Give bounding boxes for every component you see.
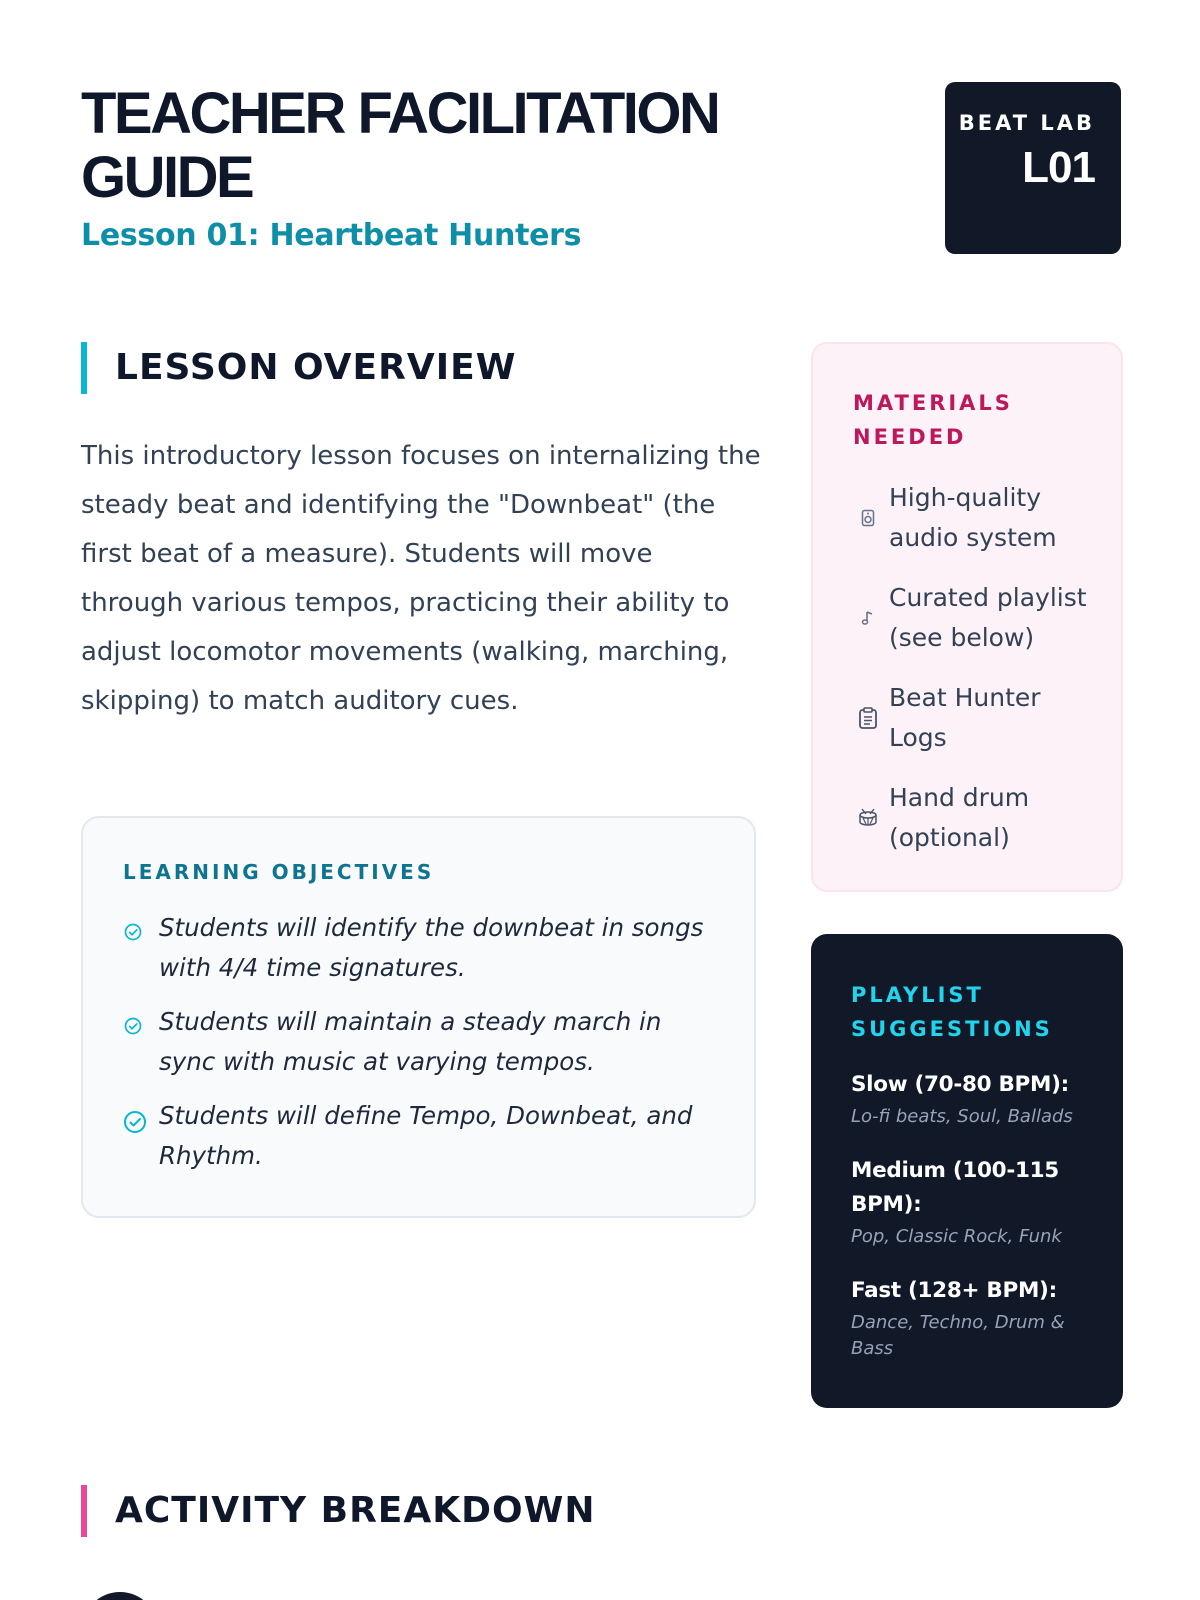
playlist-item xyxy=(851,1068,1103,1130)
check-circle-icon xyxy=(123,922,147,946)
objectives-heading: LEARNING OBJECTIVES xyxy=(123,860,435,884)
material-label: Hand drum (optional) xyxy=(889,783,1030,852)
playlist-card xyxy=(811,934,1123,1408)
playlist-item xyxy=(851,1154,1103,1250)
material-item xyxy=(853,678,1101,758)
objective-text: Students will define Tempo, Downbeat, and Rhythm. xyxy=(159,1101,693,1170)
material-label: High-quality audio system xyxy=(889,483,1057,552)
playlist-genres: Lo-fi beats, Soul, Ballads xyxy=(851,1106,1073,1127)
playlist-genres: Pop, Classic Rock, Funk xyxy=(851,1226,1062,1247)
playlist-tempo-label: Fast (128+ BPM): xyxy=(851,1278,1057,1303)
objective-text: Students will identify the downbeat in songs with 4/4 time signatures. xyxy=(159,913,704,982)
objective-item xyxy=(123,1096,724,1176)
playlist-tempo-label: Medium (100-115 BPM): xyxy=(851,1158,1059,1217)
objective-text: Students will maintain a steady march in sync with music at varying tempos. xyxy=(159,1007,662,1076)
music-note-icon xyxy=(853,609,883,627)
page-title: TEACHER FACILITATION GUIDE xyxy=(81,81,719,210)
clipboard-icon xyxy=(853,706,883,730)
learning-objectives-card xyxy=(81,816,756,1218)
material-item xyxy=(853,778,1101,858)
activity-heading: ACTIVITY BREAKDOWN xyxy=(81,1485,595,1537)
material-item xyxy=(853,478,1101,558)
material-item xyxy=(853,578,1101,658)
playlist-item xyxy=(851,1274,1103,1362)
badge-code: L01 xyxy=(1022,143,1095,192)
material-label: Curated playlist (see below) xyxy=(889,583,1087,652)
drum-icon xyxy=(853,808,883,828)
page-header xyxy=(81,82,1121,262)
overview-text: This introductory lesson focuses on internalizing the steady beat and identifying the "Downbeat" (the first beat of a measure). Students will move through various tempos, practicing their ability to adjust locomotor movements (walking, marching, skipping) to match auditory cues. xyxy=(81,441,761,716)
objective-item xyxy=(123,908,724,988)
lesson-subtitle: Lesson 01: Heartbeat Hunters xyxy=(81,218,582,253)
speaker-icon xyxy=(853,509,883,527)
material-label: Beat Hunter Logs xyxy=(889,683,1041,752)
materials-card xyxy=(811,342,1123,892)
overview-heading: LESSON OVERVIEW xyxy=(81,342,516,394)
check-circle-icon xyxy=(123,1110,147,1138)
objective-item xyxy=(123,1002,724,1082)
step-number-circle xyxy=(82,1592,158,1600)
playlist-genres: Dance, Techno, Drum & Bass xyxy=(851,1312,1065,1359)
badge-label: BEAT LAB xyxy=(958,111,1095,135)
materials-heading: MATERIALS NEEDED xyxy=(853,391,1013,449)
playlist-heading: PLAYLIST SUGGESTIONS xyxy=(851,983,1053,1041)
playlist-tempo-label: Slow (70-80 BPM): xyxy=(851,1072,1069,1097)
check-circle-icon xyxy=(123,1016,147,1040)
lesson-badge xyxy=(945,82,1121,254)
